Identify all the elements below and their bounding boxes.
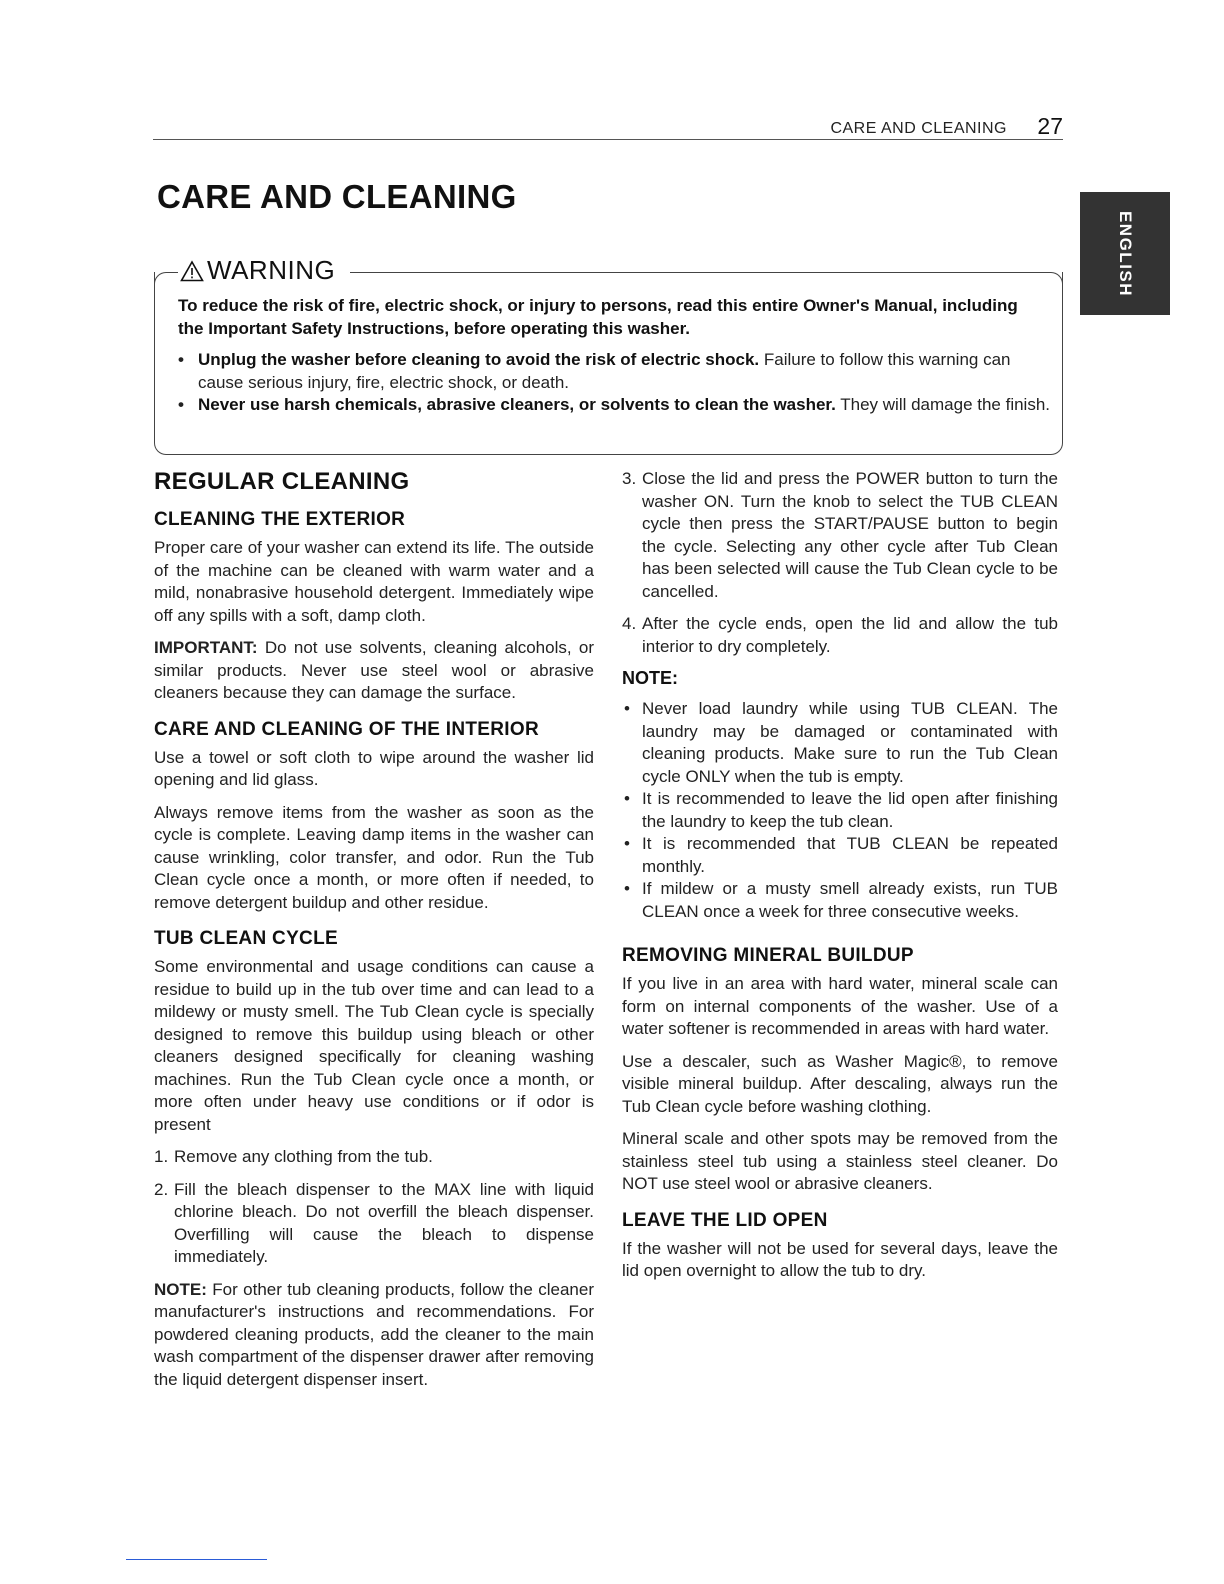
page-header [153, 112, 1063, 140]
exterior-paragraph: Proper care of your washer can extend its life. The outside of the machine can be cleaned with warm water and a mild, nonabrasive household detergent. Immediately wipe off any spills with a soft, damp cloth. [154, 538, 594, 625]
tub-clean-notes [622, 698, 1058, 923]
step-item: 4. After the cycle ends, open the lid and allow the tub interior to dry completely. [622, 614, 1058, 656]
warning-box-top-border [350, 272, 1050, 273]
footer-divider [126, 1559, 267, 1560]
subsection-title-exterior: CLEANING THE EXTERIOR [154, 509, 406, 530]
mineral-paragraph: Mineral scale and other spots may be removed from the stainless steel tub using a stainless steel cleaner. Do NOT use steel wool or abrasive cleaners. [622, 1129, 1058, 1193]
language-tab-label: ENGLISH [1116, 210, 1135, 297]
note-title: NOTE: [622, 668, 678, 688]
note-item: • If mildew or a musty smell already exists, run TUB CLEAN once a week for three consecutive weeks. [622, 878, 1058, 923]
header-section-title: CARE AND CLEANING [830, 120, 1007, 137]
warning-box-corner [154, 272, 178, 286]
warning-heading [178, 255, 337, 286]
warning-item: • Unplug the washer before cleaning to avoid the risk of electric shock. Failure to follow this warning can cause serious injury, fire, electric shock, or death. [176, 349, 1056, 394]
note-item: • It is recommended to leave the lid open after finishing the laundry to keep the tub clean. [622, 788, 1058, 833]
important-paragraph: IMPORTANT: Do not use solvents, cleaning alcohols, or similar products. Never use steel wool or abrasive cleaners because they can damage the surface. [154, 638, 594, 702]
page-number: 27 [1037, 113, 1063, 139]
right-column [622, 468, 1058, 1293]
tub-clean-steps-continued [622, 468, 1058, 658]
left-column [154, 468, 594, 1401]
subsection-title-interior: CARE AND CLEANING OF THE INTERIOR [154, 718, 539, 740]
page-title: CARE AND CLEANING [157, 178, 517, 215]
tub-clean-note: NOTE: For other tub cleaning products, follow the cleaner manufacturer's instructions and recommendations. For powdered cleaning products, add the cleaner to the main wash compartment of the dispenser drawer after removing the liquid detergent dispenser insert. [154, 1279, 594, 1389]
mineral-paragraph: If you live in an area with hard water, mineral scale can form on internal components of the washer. Use of a water softener is recommended in areas with hard water. [622, 974, 1058, 1038]
tub-clean-steps [154, 1146, 594, 1269]
subsection-title-mineral: REMOVING MINERAL BUILDUP [622, 945, 914, 966]
note-item: • Never load laundry while using TUB CLEAN. The laundry may be damaged or contaminated with cleaning products. Make sure to run the Tub Clean cycle ONLY when the tub is empty. [622, 698, 1058, 788]
mineral-paragraph: Use a descaler, such as Washer Magic®, to remove visible mineral buildup. After descaling, always run the Tub Clean cycle before washing clothing. [622, 1051, 1058, 1116]
language-tab [1080, 192, 1170, 315]
warning-list [176, 349, 1056, 417]
subsection-title-lid-open: LEAVE THE LID OPEN [622, 1209, 828, 1231]
warning-intro: To reduce the risk of fire, electric shock, or injury to persons, read this entire Owner's Manual, including the Important Safety Instructions, before operating this washer. [178, 296, 1018, 338]
step-item: 3. Close the lid and press the POWER button to turn the washer ON. Turn the knob to select the TUB CLEAN cycle then press the START/PAUSE button to begin the cycle. Selecting any other cycle after Tub Clean has been selected will cause the Tub Clean cycle to be cancelled. [622, 469, 1058, 601]
warning-title: WARNING [207, 255, 336, 285]
subsection-title-tub-clean: TUB CLEAN CYCLE [154, 928, 338, 949]
warning-item: • Never use harsh chemicals, abrasive cleaners, or solvents to clean the washer. They will damage the finish. [176, 394, 1056, 417]
step-item: 1. Remove any clothing from the tub. [154, 1147, 433, 1166]
tub-clean-paragraph: Some environmental and usage conditions can cause a residue to build up in the tub over time and can lead to a mildewy or musty smell. The Tub Clean cycle is specially designed to remove this buildup using bleach or other cleaners designed specifically for cleaning washing machines. Run the Tub Clean cycle once a month, or more often under heavy use conditions or if odor is present [154, 957, 594, 1134]
lid-open-paragraph: If the washer will not be used for several days, leave the lid open overnight to allow the tub to dry. [622, 1238, 1058, 1280]
note-item: • It is recommended that TUB CLEAN be repeated monthly. [622, 833, 1058, 878]
warning-triangle-icon [180, 260, 204, 282]
step-item: 2. Fill the bleach dispenser to the MAX line with liquid chlorine bleach. Do not overfill the bleach dispenser. Overfilling will cause the bleach to dispense immediately. [154, 1179, 594, 1266]
interior-paragraph: Always remove items from the washer as soon as the cycle is complete. Leaving damp items in the washer can cause wrinkling, color transfer, and odor. Run the Tub Clean cycle once a month, or more often if needed, to remove detergent buildup and other residue. [154, 802, 594, 912]
section-title-regular-cleaning: REGULAR CLEANING [154, 468, 410, 495]
interior-paragraph: Use a towel or soft cloth to wipe around the washer lid opening and lid glass. [154, 747, 594, 789]
